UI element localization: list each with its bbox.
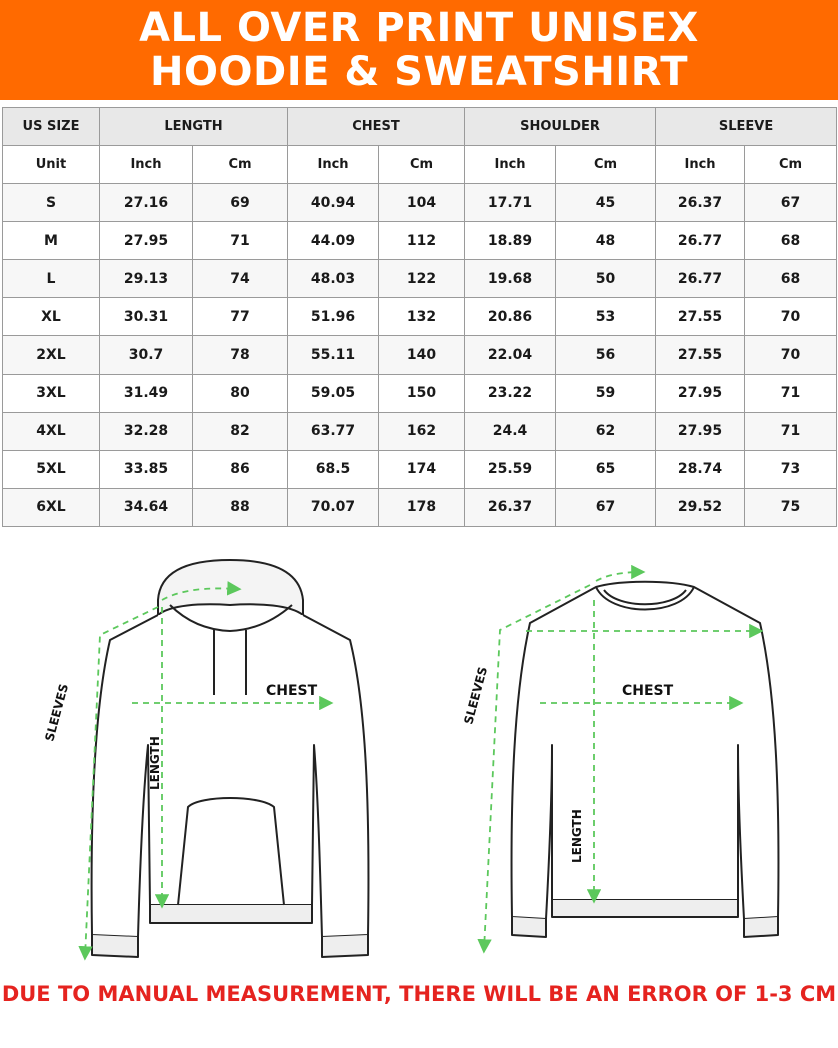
- value-cell: 18.89: [465, 222, 556, 260]
- size-cell: XL: [3, 298, 100, 336]
- value-cell: 150: [379, 374, 465, 412]
- value-cell: 19.68: [465, 260, 556, 298]
- value-cell: 122: [379, 260, 465, 298]
- value-cell: 74: [193, 260, 288, 298]
- value-cell: 80: [193, 374, 288, 412]
- unit-header: Cm: [556, 146, 656, 184]
- value-cell: 45: [556, 184, 656, 222]
- value-cell: 63.77: [288, 412, 379, 450]
- value-cell: 75: [745, 488, 837, 526]
- table-row: [3, 222, 837, 260]
- group-header: LENGTH: [100, 108, 288, 146]
- value-cell: 86: [193, 450, 288, 488]
- value-cell: 178: [379, 488, 465, 526]
- value-cell: 68.5: [288, 450, 379, 488]
- value-cell: 40.94: [288, 184, 379, 222]
- table-row: [3, 412, 837, 450]
- value-cell: 33.85: [100, 450, 193, 488]
- value-cell: 70.07: [288, 488, 379, 526]
- size-chart-table: [2, 107, 837, 527]
- value-cell: 26.77: [656, 222, 745, 260]
- value-cell: 27.95: [656, 374, 745, 412]
- value-cell: 27.55: [656, 336, 745, 374]
- sweatshirt-chest-label: CHEST: [622, 683, 674, 699]
- value-cell: 78: [193, 336, 288, 374]
- table-row: [3, 336, 837, 374]
- value-cell: 112: [379, 222, 465, 260]
- value-cell: 67: [556, 488, 656, 526]
- value-cell: 31.49: [100, 374, 193, 412]
- value-cell: 62: [556, 412, 656, 450]
- value-cell: 71: [745, 374, 837, 412]
- table-row: [3, 184, 837, 222]
- title-line-2: HOODIE & SWEATSHIRT: [150, 49, 688, 95]
- value-cell: 32.28: [100, 412, 193, 450]
- value-cell: 67: [745, 184, 837, 222]
- value-cell: 29.13: [100, 260, 193, 298]
- group-header-row: [3, 108, 837, 146]
- measurement-error-note: DUE TO MANUAL MEASUREMENT, THERE WILL BE AN ERROR OF 1-3 CM: [1, 982, 837, 1006]
- value-cell: 68: [745, 260, 837, 298]
- table-row: [3, 450, 837, 488]
- unit-header: Cm: [193, 146, 288, 184]
- value-cell: 70: [745, 336, 837, 374]
- value-cell: 25.59: [465, 450, 556, 488]
- unit-header: Cm: [379, 146, 465, 184]
- value-cell: 71: [193, 222, 288, 260]
- value-cell: 73: [745, 450, 837, 488]
- hoodie-chest-label: CHEST: [266, 683, 318, 699]
- size-cell: M: [3, 222, 100, 260]
- value-cell: 34.64: [100, 488, 193, 526]
- value-cell: 48: [556, 222, 656, 260]
- unit-header-row: [3, 146, 837, 184]
- value-cell: 27.16: [100, 184, 193, 222]
- value-cell: 53: [556, 298, 656, 336]
- value-cell: 82: [193, 412, 288, 450]
- value-cell: 27.55: [656, 298, 745, 336]
- title-line-1: ALL OVER PRINT UNISEX: [139, 5, 699, 51]
- value-cell: 24.4: [465, 412, 556, 450]
- value-cell: 29.52: [656, 488, 745, 526]
- value-cell: 48.03: [288, 260, 379, 298]
- value-cell: 26.77: [656, 260, 745, 298]
- value-cell: 88: [193, 488, 288, 526]
- group-header: SHOULDER: [465, 108, 656, 146]
- title-banner: [0, 0, 838, 100]
- unit-header: Inch: [288, 146, 379, 184]
- value-cell: 44.09: [288, 222, 379, 260]
- value-cell: 104: [379, 184, 465, 222]
- table-row: [3, 488, 837, 526]
- value-cell: 162: [379, 412, 465, 450]
- unit-header: Cm: [745, 146, 837, 184]
- value-cell: 55.11: [288, 336, 379, 374]
- table-row: [3, 298, 837, 336]
- value-cell: 27.95: [656, 412, 745, 450]
- value-cell: 51.96: [288, 298, 379, 336]
- sweatshirt-sleeves-label: SLEEVES: [461, 665, 491, 726]
- value-cell: 30.7: [100, 336, 193, 374]
- value-cell: 140: [379, 336, 465, 374]
- value-cell: 71: [745, 412, 837, 450]
- value-cell: 26.37: [656, 184, 745, 222]
- value-cell: 22.04: [465, 336, 556, 374]
- value-cell: 69: [193, 184, 288, 222]
- unit-header: Unit: [3, 146, 100, 184]
- value-cell: 56: [556, 336, 656, 374]
- value-cell: 70: [745, 298, 837, 336]
- sweatshirt-length-label: LENGTH: [570, 809, 584, 863]
- hoodie-sleeves-label: SLEEVES: [42, 682, 72, 743]
- unit-header: Inch: [656, 146, 745, 184]
- value-cell: 59: [556, 374, 656, 412]
- hoodie-length-label: LENGTH: [148, 736, 162, 790]
- size-cell: S: [3, 184, 100, 222]
- value-cell: 20.86: [465, 298, 556, 336]
- group-header: SLEEVE: [656, 108, 837, 146]
- value-cell: 174: [379, 450, 465, 488]
- size-cell: L: [3, 260, 100, 298]
- value-cell: 28.74: [656, 450, 745, 488]
- group-header: CHEST: [288, 108, 465, 146]
- unit-header: Inch: [100, 146, 193, 184]
- size-cell: 3XL: [3, 374, 100, 412]
- value-cell: 27.95: [100, 222, 193, 260]
- size-cell: 4XL: [3, 412, 100, 450]
- sweatshirt-drawing: [512, 582, 779, 937]
- value-cell: 23.22: [465, 374, 556, 412]
- group-header: US SIZE: [3, 108, 100, 146]
- value-cell: 77: [193, 298, 288, 336]
- table-row: [3, 260, 837, 298]
- table-row: [3, 374, 837, 412]
- size-cell: 2XL: [3, 336, 100, 374]
- size-cell: 6XL: [3, 488, 100, 526]
- value-cell: 50: [556, 260, 656, 298]
- value-cell: 68: [745, 222, 837, 260]
- garment-illustrations: [0, 545, 838, 975]
- value-cell: 30.31: [100, 298, 193, 336]
- value-cell: 59.05: [288, 374, 379, 412]
- value-cell: 17.71: [465, 184, 556, 222]
- value-cell: 65: [556, 450, 656, 488]
- unit-header: Inch: [465, 146, 556, 184]
- size-cell: 5XL: [3, 450, 100, 488]
- value-cell: 132: [379, 298, 465, 336]
- value-cell: 26.37: [465, 488, 556, 526]
